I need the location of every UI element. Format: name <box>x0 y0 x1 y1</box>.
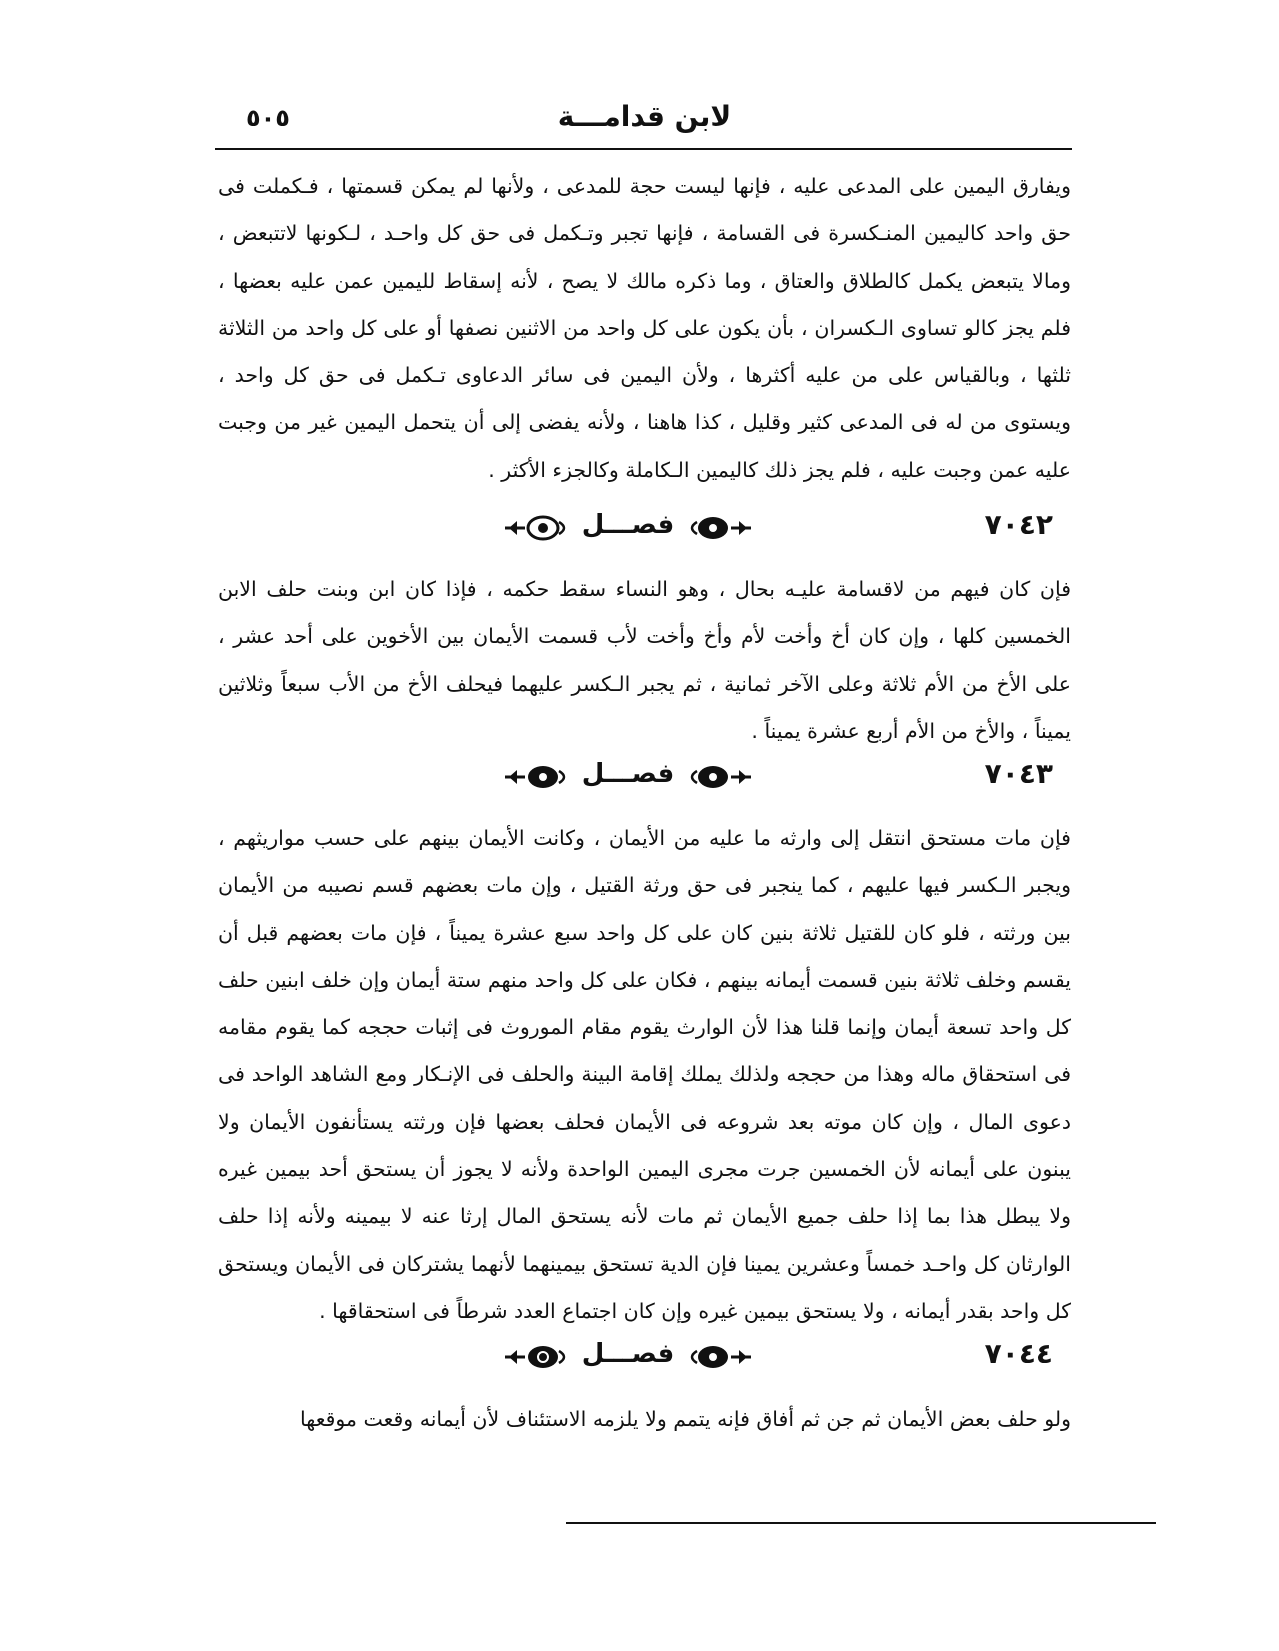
ornament-left-icon <box>503 763 575 791</box>
paragraph-2: فإن كان فيهم من لاقسامة عليـه بحال ، وهو النساء سقط حكمه ، فإذا كان ابن وبنت حلف الابن الخمسين كلها ، وإن كان أخ وأخت لأم وأخ وأخت لأب قسمت الأيمان بين الأخوين على أحد عشر ، على الأخ من الأم ثلاثة وعلى الآخر ثمانية ، ثم يجبر الـكسر عليهما فيحلف الأخ من الأب سبعاً وثلاثين يميناً ، والأخ من الأم أربع عشرة يميناً . <box>218 577 1071 743</box>
section-title: فصـــل <box>581 759 675 789</box>
section-heading-7044 <box>218 1337 1071 1377</box>
page-number: ٥٠٥ <box>246 104 290 132</box>
header-rule <box>215 148 1072 150</box>
ornament-right-icon <box>681 763 753 791</box>
section-title: فصـــل <box>581 1339 675 1369</box>
ornament-right-icon <box>681 514 753 542</box>
section-number: ٧٠٤٢ <box>984 508 1053 541</box>
running-title: لابن قدامـــة <box>557 100 732 133</box>
section-number: ٧٠٤٣ <box>984 757 1053 790</box>
paragraph-1: ويفارق اليمين على المدعى عليه ، فإنها ليست حجة للمدعى ، ولأنها لم يمكن قسمتها ، فـكملت فى حق واحد كاليمين المنـكسرة فى القسامة ، فإنها تجبر وتـكمل فى حق كل واحـد ، لـكونها لاتتبعض ، ومالا يتبعض يكمل كالطلاق والعتاق ، وما ذكره مالك لا يصح ، لأنه إسقاط لليمين عمن عليه بعضها ، فلم يجز كالو تساوى الـكسران ، بأن يكون على كل واحد من الاثنين نصفها أو على كل واحد من الثلاثة ثلثها ، وبالقياس على من عليه أكثرها ، ولأن اليمين فى سائر الدعاوى تـكمل فى حق كل واحد ، ويستوى من له فى المدعى كثير وقليل ، كذا هاهنا ، ولأنه يفضى إلى أن يتحمل اليمين غير من وجبت عليه عمن وجبت عليه ، فلم يجز ذلك كاليمين الـكاملة وكالجزء الأكثر . <box>218 174 1071 482</box>
ornament-right-icon <box>681 1343 753 1371</box>
paragraph-4: ولو حلف بعض الأيمان ثم جن ثم أفاق فإنه يتمم ولا يلزمه الاستئناف لأن أيمانه وقعت موقعها <box>300 1407 1071 1431</box>
section-heading-7042 <box>218 508 1071 548</box>
ornament-left-icon <box>503 1343 575 1371</box>
section-title: فصـــل <box>581 510 675 540</box>
ornament-left-icon <box>503 514 575 542</box>
paragraph-3: فإن مات مستحق انتقل إلى وارثه ما عليه من الأيمان ، وكانت الأيمان بينهم على حسب مواريثهم ، ويجبر الـكسر فيها عليهم ، كما ينجبر فى حق ورثة القتيل ، وإن مات بعضهم قسم نصيبه من الأيمان بين ورثته ، فلو كان للقتيل ثلاثة بنين كان على كل واحد سبع عشرة يميناً ، فإن مات بعضهم قبل أن يقسم وخلف ثلاثة بنين قسمت أيمانه بينهم ، فكان على كل واحد منهم ستة أيمان وإن خلف ابنين حلف كل واحد تسعة أيمان وإنما قلنا هذا لأن الوارث يقوم مقام الموروث فى إثبات حججه كما يقوم مقامه فى استحقاق ماله وهذا من حججه ولذلك يملك إقامة البينة والحلف فى الإنـكار ومع الشاهد الواحد فى دعوى المال ، وإن كان موته بعد شروعه فى الأيمان فحلف بعضها فإن ورثته يستأنفون الأيمان ولا يبنون على أيمانه لأن الخمسين جرت مجرى اليمين الواحدة ولأنه لا يجوز أن يستحق أحد بيمين غيره ولا يبطل هذا بما إذا حلف جميع الأيمان ثم مات لأنه يستحق المال إرثا عنه لا بيمينه ولأنه إذا حلف الوارثان كل واحـد خمساً وعشرين يمينا فإن الدية تستحق بيمينهما لأنهما يشتركان فى الأيمان ويستحق كل واحد بقدر أيمانه ، ولا يستحق بيمين غيره وإن كان اجتماع العدد شرطاً فى استحقاقها . <box>218 826 1071 1323</box>
section-heading-7043 <box>218 757 1071 797</box>
footnote-rule <box>566 1522 1156 1524</box>
page-header <box>218 100 1071 146</box>
section-number: ٧٠٤٤ <box>984 1337 1053 1370</box>
